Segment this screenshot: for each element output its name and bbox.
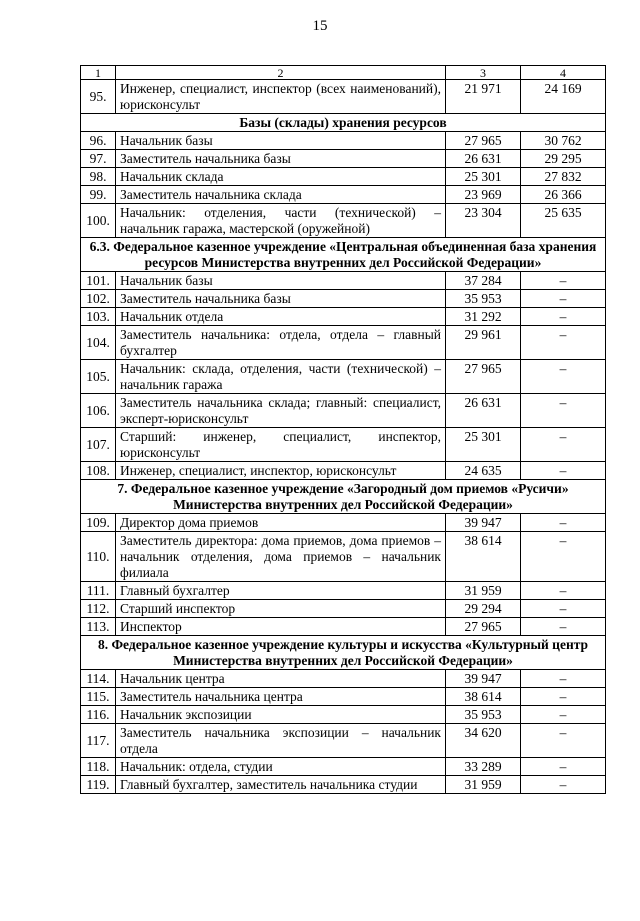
row-number: 106.: [81, 394, 116, 428]
position-name: Начальник базы: [116, 132, 446, 150]
position-name: Заместитель начальника склада; главный: специалист, эксперт-юрисконсульт: [116, 394, 446, 428]
salary-value: 27 965: [446, 132, 521, 150]
position-name: Заместитель начальника экспозиции – начальник отдела: [116, 724, 446, 758]
salary-value-alt: –: [521, 290, 606, 308]
section-header-row: [81, 636, 606, 670]
position-name: Директор дома приемов: [116, 514, 446, 532]
salary-value: 35 953: [446, 290, 521, 308]
row-number: 104.: [81, 326, 116, 360]
row-number: 99.: [81, 186, 116, 204]
table-row: [81, 688, 606, 706]
position-name: Заместитель начальника центра: [116, 688, 446, 706]
salary-value-alt: –: [521, 582, 606, 600]
section-title: 7. Федеральное казенное учреждение «Загородный дом приемов «Русичи» Министерства внутренних дел Российской Федерации»: [81, 480, 606, 514]
position-name: Заместитель начальника базы: [116, 290, 446, 308]
row-number: 108.: [81, 462, 116, 480]
row-number: 113.: [81, 618, 116, 636]
salary-value: 37 284: [446, 272, 521, 290]
salary-value: 34 620: [446, 724, 521, 758]
position-name: Старший инспектор: [116, 600, 446, 618]
position-name: Начальник центра: [116, 670, 446, 688]
table-row: [81, 670, 606, 688]
table-row: [81, 532, 606, 582]
table-row: [81, 360, 606, 394]
position-name: Инженер, специалист, инспектор, юрисконсульт: [116, 462, 446, 480]
salary-value-alt: –: [521, 394, 606, 428]
position-name: Инспектор: [116, 618, 446, 636]
salary-value: 31 959: [446, 582, 521, 600]
salary-value-alt: –: [521, 706, 606, 724]
table-row: [81, 394, 606, 428]
table-row: [81, 290, 606, 308]
salary-value: 25 301: [446, 168, 521, 186]
section-header-row: [81, 480, 606, 514]
page-number: 15: [312, 18, 328, 34]
table-row: [81, 150, 606, 168]
section-header-row: [81, 114, 606, 132]
salary-value: 24 635: [446, 462, 521, 480]
salary-value: 23 969: [446, 186, 521, 204]
table-row: [81, 776, 606, 794]
row-number: 118.: [81, 758, 116, 776]
salary-value: 38 614: [446, 532, 521, 582]
salary-value-alt: –: [521, 326, 606, 360]
table-row: [81, 186, 606, 204]
position-name: Начальник отдела: [116, 308, 446, 326]
position-name: Начальник: отдела, студии: [116, 758, 446, 776]
salary-value: 21 971: [446, 80, 521, 114]
salary-value-alt: 25 635: [521, 204, 606, 238]
position-name: Старший: инженер, специалист, инспектор, юрисконсульт: [116, 428, 446, 462]
row-number: 95.: [81, 80, 116, 114]
table-row: [81, 272, 606, 290]
section-title: 6.3. Федеральное казенное учреждение «Центральная объединенная база хранения ресурсов Министерства внутренних дел Российской Федерации»: [81, 238, 606, 272]
row-number: 105.: [81, 360, 116, 394]
table-row: [81, 514, 606, 532]
row-number: 111.: [81, 582, 116, 600]
table-row: [81, 600, 606, 618]
position-name: Главный бухгалтер: [116, 582, 446, 600]
salary-value-alt: –: [521, 532, 606, 582]
salary-table: [80, 65, 606, 794]
salary-value-alt: –: [521, 776, 606, 794]
salary-value: 35 953: [446, 706, 521, 724]
salary-value-alt: –: [521, 724, 606, 758]
table-row: [81, 308, 606, 326]
salary-value-alt: –: [521, 428, 606, 462]
salary-value: 33 289: [446, 758, 521, 776]
salary-value: 29 294: [446, 600, 521, 618]
section-header-row: [81, 238, 606, 272]
row-number: 115.: [81, 688, 116, 706]
salary-value-alt: –: [521, 670, 606, 688]
section-title: Базы (склады) хранения ресурсов: [81, 114, 606, 132]
position-name: Начальник: склада, отделения, части (технической) – начальник гаража: [116, 360, 446, 394]
column-number: 1: [81, 66, 116, 80]
salary-value-alt: –: [521, 272, 606, 290]
salary-value-alt: –: [521, 514, 606, 532]
salary-value-alt: –: [521, 618, 606, 636]
position-name: Инженер, специалист, инспектор (всех наименований), юрисконсульт: [116, 80, 446, 114]
row-number: 98.: [81, 168, 116, 186]
row-number: 100.: [81, 204, 116, 238]
row-number: 116.: [81, 706, 116, 724]
salary-value-alt: 26 366: [521, 186, 606, 204]
table-row: [81, 204, 606, 238]
salary-value: 39 947: [446, 670, 521, 688]
table-row: [81, 168, 606, 186]
salary-value-alt: –: [521, 462, 606, 480]
row-number: 117.: [81, 724, 116, 758]
salary-value-alt: –: [521, 758, 606, 776]
salary-value-alt: –: [521, 688, 606, 706]
table-row: [81, 80, 606, 114]
table-row: [81, 582, 606, 600]
column-number: 3: [446, 66, 521, 80]
table-row: [81, 758, 606, 776]
row-number: 101.: [81, 272, 116, 290]
position-name: Начальник экспозиции: [116, 706, 446, 724]
position-name: Заместитель директора: дома приемов, дома приемов – начальник отделения, дома приемов – начальник филиала: [116, 532, 446, 582]
salary-value-alt: 29 295: [521, 150, 606, 168]
table-row: [81, 724, 606, 758]
position-name: Начальник: отделения, части (технической) – начальник гаража, мастерской (оружейной): [116, 204, 446, 238]
salary-value-alt: –: [521, 360, 606, 394]
table-row: [81, 326, 606, 360]
row-number: 114.: [81, 670, 116, 688]
position-name: Главный бухгалтер, заместитель начальника студии: [116, 776, 446, 794]
row-number: 107.: [81, 428, 116, 462]
row-number: 110.: [81, 532, 116, 582]
table-row: [81, 706, 606, 724]
position-name: Начальник склада: [116, 168, 446, 186]
salary-value-alt: 24 169: [521, 80, 606, 114]
salary-table-body: [81, 66, 606, 794]
column-number: 4: [521, 66, 606, 80]
row-number: 112.: [81, 600, 116, 618]
table-row: [81, 428, 606, 462]
salary-value-alt: 27 832: [521, 168, 606, 186]
row-number: 109.: [81, 514, 116, 532]
column-number: 2: [116, 66, 446, 80]
salary-value: 27 965: [446, 360, 521, 394]
salary-value: 39 947: [446, 514, 521, 532]
salary-value: 29 961: [446, 326, 521, 360]
table-row: [81, 132, 606, 150]
row-number: 103.: [81, 308, 116, 326]
salary-value: 23 304: [446, 204, 521, 238]
salary-value: 25 301: [446, 428, 521, 462]
salary-value: 27 965: [446, 618, 521, 636]
table-row: [81, 618, 606, 636]
salary-value-alt: –: [521, 600, 606, 618]
salary-value: 31 292: [446, 308, 521, 326]
salary-value-alt: 30 762: [521, 132, 606, 150]
salary-value-alt: –: [521, 308, 606, 326]
row-number: 97.: [81, 150, 116, 168]
column-numbers-row: [81, 66, 606, 80]
salary-value: 31 959: [446, 776, 521, 794]
salary-value: 38 614: [446, 688, 521, 706]
position-name: Заместитель начальника базы: [116, 150, 446, 168]
position-name: Начальник базы: [116, 272, 446, 290]
position-name: Заместитель начальника: отдела, отдела – главный бухгалтер: [116, 326, 446, 360]
section-title: 8. Федеральное казенное учреждение культуры и искусства «Культурный центр Министерства внутренних дел Российской Федерации»: [81, 636, 606, 670]
salary-value: 26 631: [446, 394, 521, 428]
table-row: [81, 462, 606, 480]
row-number: 102.: [81, 290, 116, 308]
row-number: 119.: [81, 776, 116, 794]
salary-value: 26 631: [446, 150, 521, 168]
row-number: 96.: [81, 132, 116, 150]
position-name: Заместитель начальника склада: [116, 186, 446, 204]
